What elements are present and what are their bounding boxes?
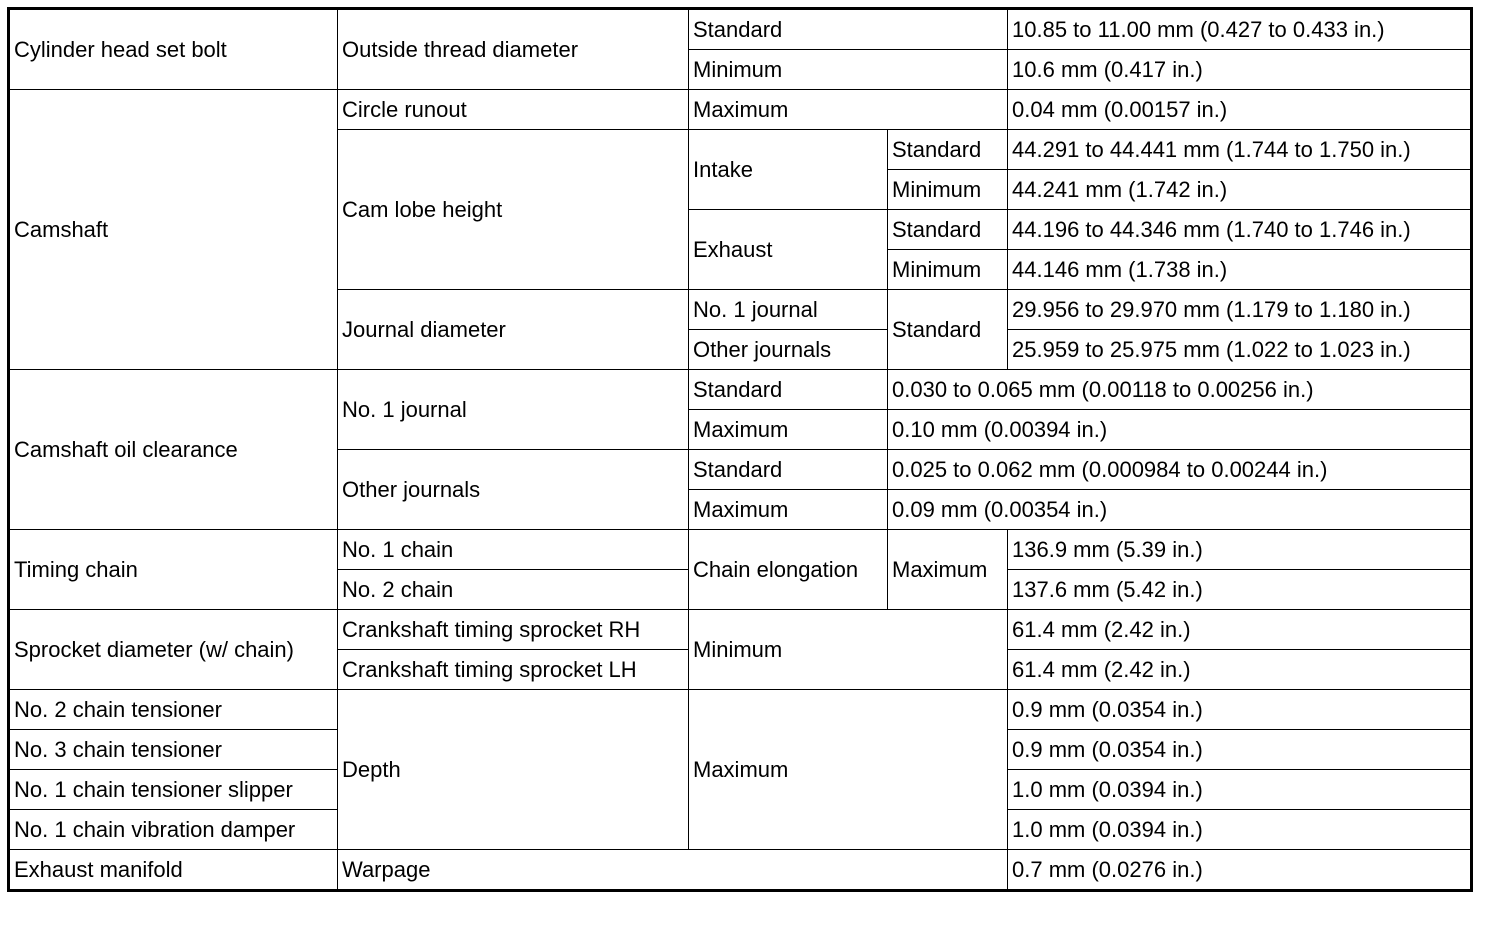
table-cell: 29.956 to 29.970 mm (1.179 to 1.180 in.) <box>1008 290 1472 330</box>
table-cell: No. 1 chain vibration damper <box>9 810 338 850</box>
table-cell: Minimum <box>888 250 1008 290</box>
table-cell: Maximum <box>689 690 1008 850</box>
table-cell: Chain elongation <box>689 530 888 610</box>
table-cell: Crankshaft timing sprocket LH <box>338 650 689 690</box>
table-cell: Intake <box>689 130 888 210</box>
table-cell: No. 1 journal <box>338 370 689 450</box>
table-cell: Cylinder head set bolt <box>9 9 338 90</box>
table-cell: Exhaust <box>689 210 888 290</box>
table-cell: 0.030 to 0.065 mm (0.00118 to 0.00256 in.) <box>888 370 1472 410</box>
table-cell: 0.025 to 0.062 mm (0.000984 to 0.00244 in.) <box>888 450 1472 490</box>
table-cell: Cam lobe height <box>338 130 689 290</box>
table-row <box>9 850 1472 891</box>
table-cell: Camshaft oil clearance <box>9 370 338 530</box>
table-cell: 137.6 mm (5.42 in.) <box>1008 570 1472 610</box>
table-cell: No. 1 chain tensioner slipper <box>9 770 338 810</box>
table-cell: 10.85 to 11.00 mm (0.427 to 0.433 in.) <box>1008 9 1472 50</box>
table-cell: Standard <box>888 130 1008 170</box>
table-cell: Circle runout <box>338 90 689 130</box>
table-cell: Warpage <box>338 850 1008 891</box>
table-cell: Crankshaft timing sprocket RH <box>338 610 689 650</box>
table-cell: 44.291 to 44.441 mm (1.744 to 1.750 in.) <box>1008 130 1472 170</box>
table-cell: Other journals <box>689 330 888 370</box>
table-cell: Outside thread diameter <box>338 9 689 90</box>
table-cell: 61.4 mm (2.42 in.) <box>1008 650 1472 690</box>
table-cell: 0.09 mm (0.00354 in.) <box>888 490 1472 530</box>
table-cell: No. 1 journal <box>689 290 888 330</box>
table-cell: Standard <box>689 9 1008 50</box>
table-cell: Timing chain <box>9 530 338 610</box>
table-cell: 44.146 mm (1.738 in.) <box>1008 250 1472 290</box>
table-cell: Minimum <box>689 610 1008 690</box>
table-row <box>9 90 1472 130</box>
table-cell: Standard <box>689 370 888 410</box>
table-cell: Standard <box>888 210 1008 250</box>
table-row <box>9 9 1472 50</box>
table-cell: 25.959 to 25.975 mm (1.022 to 1.023 in.) <box>1008 330 1472 370</box>
table-row <box>9 690 1472 730</box>
table-cell: 44.241 mm (1.742 in.) <box>1008 170 1472 210</box>
table-cell: 136.9 mm (5.39 in.) <box>1008 530 1472 570</box>
table-cell: Maximum <box>689 90 1008 130</box>
table-cell: No. 3 chain tensioner <box>9 730 338 770</box>
table-cell: Maximum <box>689 410 888 450</box>
table-cell: No. 2 chain tensioner <box>9 690 338 730</box>
table-cell: Maximum <box>888 530 1008 610</box>
table-cell: 0.04 mm (0.00157 in.) <box>1008 90 1472 130</box>
table-cell: 1.0 mm (0.0394 in.) <box>1008 810 1472 850</box>
table-cell: Camshaft <box>9 90 338 370</box>
table-cell: 61.4 mm (2.42 in.) <box>1008 610 1472 650</box>
table-cell: Maximum <box>689 490 888 530</box>
table-cell: Minimum <box>888 170 1008 210</box>
table-cell: Depth <box>338 690 689 850</box>
table-cell: No. 1 chain <box>338 530 689 570</box>
table-cell: 10.6 mm (0.417 in.) <box>1008 50 1472 90</box>
table-cell: 44.196 to 44.346 mm (1.740 to 1.746 in.) <box>1008 210 1472 250</box>
table-row <box>9 530 1472 570</box>
table-cell: Journal diameter <box>338 290 689 370</box>
specification-table <box>7 7 1473 892</box>
table-cell: 0.7 mm (0.0276 in.) <box>1008 850 1472 891</box>
table-cell: 1.0 mm (0.0394 in.) <box>1008 770 1472 810</box>
table-cell: Standard <box>689 450 888 490</box>
table-cell: Minimum <box>689 50 1008 90</box>
table-cell: Standard <box>888 290 1008 370</box>
table-row <box>9 370 1472 410</box>
table-cell: Sprocket diameter (w/ chain) <box>9 610 338 690</box>
table-cell: Exhaust manifold <box>9 850 338 891</box>
table-row <box>9 610 1472 650</box>
table-cell: 0.9 mm (0.0354 in.) <box>1008 730 1472 770</box>
table-cell: 0.9 mm (0.0354 in.) <box>1008 690 1472 730</box>
table-cell: No. 2 chain <box>338 570 689 610</box>
table-cell: Other journals <box>338 450 689 530</box>
table-cell: 0.10 mm (0.00394 in.) <box>888 410 1472 450</box>
